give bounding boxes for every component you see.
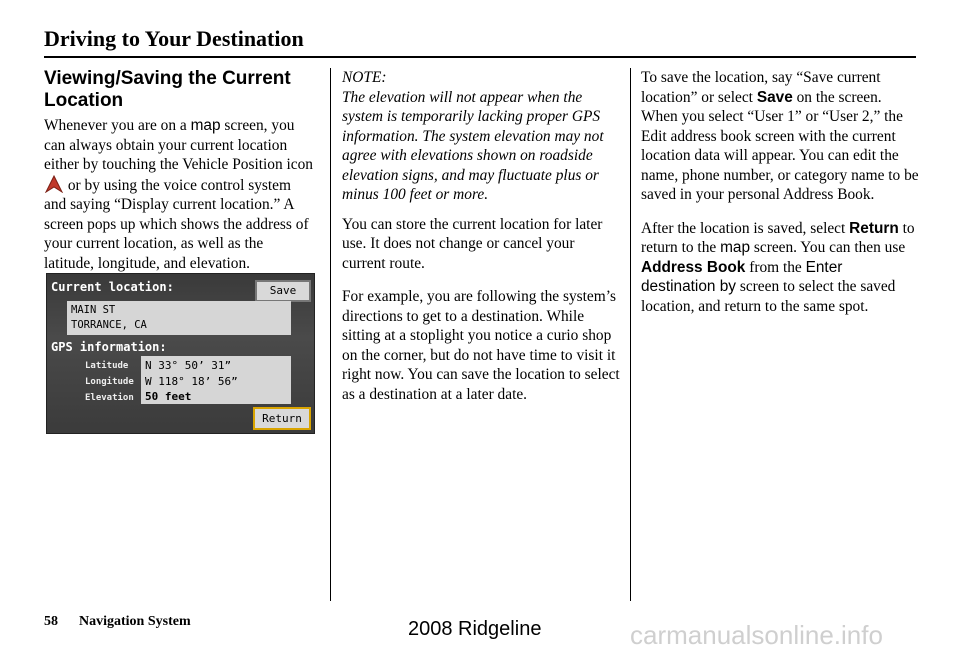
screen-title: Current location: xyxy=(51,280,174,294)
column-1 xyxy=(44,68,316,287)
text: or by using the voice control system and saying “Display current location.” A screen pops up which shows the address of your current location, as well as the latitude, longitude, and elevation. xyxy=(44,176,309,272)
elevation-value: 50 feet xyxy=(145,390,192,403)
section-title: Viewing/Saving the Current Location xyxy=(44,68,291,111)
save-keyword: Save xyxy=(756,88,793,106)
gps-labels xyxy=(85,358,134,406)
return-paragraph xyxy=(641,219,921,317)
save-paragraph xyxy=(641,68,921,205)
column-divider-1 xyxy=(330,68,331,601)
model-watermark: 2008 Ridgeline xyxy=(408,618,542,640)
text: from the xyxy=(745,258,806,276)
text: screen to select the saved location, and return to the same spot. xyxy=(641,278,896,315)
address-line-1: MAIN ST xyxy=(71,304,116,316)
text: To save the location, say “Save current location” or select xyxy=(641,69,881,106)
example-paragraph: For example, you are following the system’s directions to get to a destination. While sitting at a stoplight you notice a curio shop on the corner, but do not have time to visit it right now. You can save the location to select as a destination at a later date. xyxy=(342,288,620,403)
latitude-value: N 33° 50’ 31” xyxy=(145,359,232,372)
note-label: NOTE: xyxy=(342,69,387,86)
text: screen. You can then use xyxy=(750,239,906,256)
current-location-screen xyxy=(46,273,315,434)
return-keyword: Return xyxy=(849,219,899,237)
intro-paragraph xyxy=(44,116,316,273)
save-button[interactable]: Save xyxy=(255,280,311,302)
column-2 xyxy=(342,68,620,418)
site-watermark: carmanualsonline.info xyxy=(630,620,883,650)
column-3 xyxy=(641,68,921,330)
map-keyword: map xyxy=(720,239,751,256)
text: on the screen. When you select “User 1” or “User 2,” the Edit address book screen with the current location data will appear. You can edit the name, phone number, or category name to be saved in your personal Address Book. xyxy=(641,88,919,203)
return-button[interactable]: Return xyxy=(253,407,311,430)
text: After the location is saved, select xyxy=(641,219,850,237)
text: to return to the xyxy=(641,219,915,256)
longitude-label: Longitude xyxy=(85,377,134,387)
vehicle-position-icon xyxy=(44,175,64,193)
page-number: 58 xyxy=(44,614,58,629)
note xyxy=(342,68,620,205)
map-keyword: map xyxy=(190,117,221,134)
longitude-value: W 118° 18’ 56” xyxy=(145,374,238,388)
elevation-label: Elevation xyxy=(85,393,134,403)
enter-destination-keyword: Enter destination by xyxy=(641,258,843,295)
address-book-keyword: Address Book xyxy=(641,258,746,276)
footer-system: Navigation System xyxy=(79,614,191,629)
address-box xyxy=(67,301,291,335)
note-text: The elevation will not appear when the system is temporarily lacking proper GPS information. The system elevation may not agree with elevations shown on roadside elevation signs, and may fluctuate plus or minus 100 feet or more. xyxy=(342,88,604,203)
text: screen, you can always obtain your current location either by touching the Vehicle Position icon xyxy=(44,117,314,173)
latitude-label: Latitude xyxy=(85,361,129,371)
store-paragraph: You can store the current location for later use. It does not change or cancel your current route. xyxy=(342,215,603,272)
page-header: Driving to Your Destination xyxy=(44,26,304,51)
address-line-2: TORRANCE, CA xyxy=(71,319,147,331)
gps-title: GPS information: xyxy=(51,340,167,354)
text: Whenever you are on a xyxy=(44,117,191,134)
gps-values xyxy=(141,356,291,404)
header-rule xyxy=(44,56,916,58)
column-divider-2 xyxy=(630,68,631,601)
